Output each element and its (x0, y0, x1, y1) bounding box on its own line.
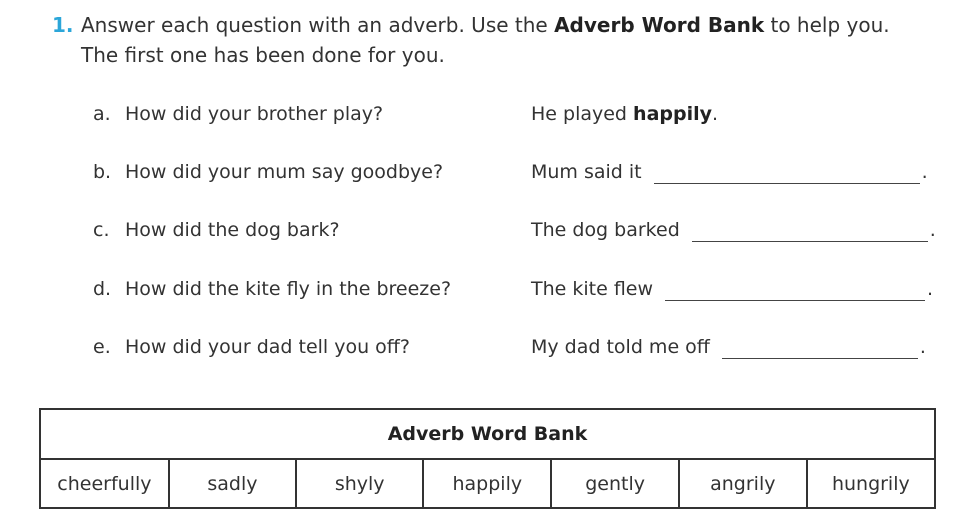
adverb-word-bank (39, 408, 936, 509)
answer-word: happily (633, 103, 713, 125)
question-letter: e. (93, 336, 111, 358)
answer-prefix: The dog barked (531, 219, 680, 241)
answer-suffix: . (712, 103, 719, 125)
answer-prefix: Mum said it (531, 161, 642, 183)
word-bank-word: angrily (679, 459, 807, 508)
question-text: How did the dog bark? (125, 219, 340, 241)
word-bank-word: shyly (296, 459, 423, 508)
answer-c (531, 218, 936, 242)
question-b (93, 160, 443, 184)
question-letter: c. (93, 219, 110, 241)
answer-blank-line[interactable] (654, 165, 920, 184)
question-letter: a. (93, 103, 111, 125)
question-text: How did your brother play? (125, 103, 384, 125)
question-letter: b. (93, 161, 112, 183)
answer-blank-line[interactable] (665, 282, 925, 301)
instruction-bold-text: Adverb Word Bank (554, 13, 765, 37)
word-bank-word: hungrily (807, 459, 935, 508)
question-c (93, 218, 340, 242)
answer-blank-line[interactable] (722, 340, 918, 359)
answer-prefix: He played (531, 103, 634, 125)
word-bank-word: cheerfully (40, 459, 169, 508)
instruction-line-1 (52, 10, 890, 40)
question-e (93, 335, 410, 359)
answer-a (531, 102, 718, 126)
word-bank-title: Adverb Word Bank (40, 409, 935, 459)
instruction (52, 10, 890, 70)
word-bank-word: sadly (169, 459, 296, 508)
answer-end-dot: . (921, 161, 928, 183)
question-text: How did your mum say goodbye? (125, 161, 444, 183)
answer-end-dot: . (927, 278, 934, 300)
answer-d (531, 277, 933, 301)
instruction-text: Answer each question with an adverb. Use the (81, 13, 555, 37)
question-number: 1. (52, 13, 74, 37)
instruction-line-2: The first one has been done for you. (81, 43, 445, 67)
question-d (93, 277, 451, 301)
question-text: How did your dad tell you off? (125, 336, 410, 358)
instruction-text-end: to help you. (764, 13, 890, 37)
answer-prefix: The kite flew (531, 278, 654, 300)
answer-e (531, 335, 926, 359)
answer-b (531, 160, 928, 184)
word-bank-word: happily (423, 459, 551, 508)
question-a (93, 102, 383, 126)
answer-end-dot: . (929, 219, 936, 241)
word-bank-word: gently (551, 459, 679, 508)
answer-end-dot: . (919, 336, 926, 358)
answer-blank-line[interactable] (692, 223, 928, 242)
question-letter: d. (93, 278, 112, 300)
question-text: How did the kite fly in the breeze? (125, 278, 452, 300)
answer-prefix: My dad told me off (531, 336, 710, 358)
